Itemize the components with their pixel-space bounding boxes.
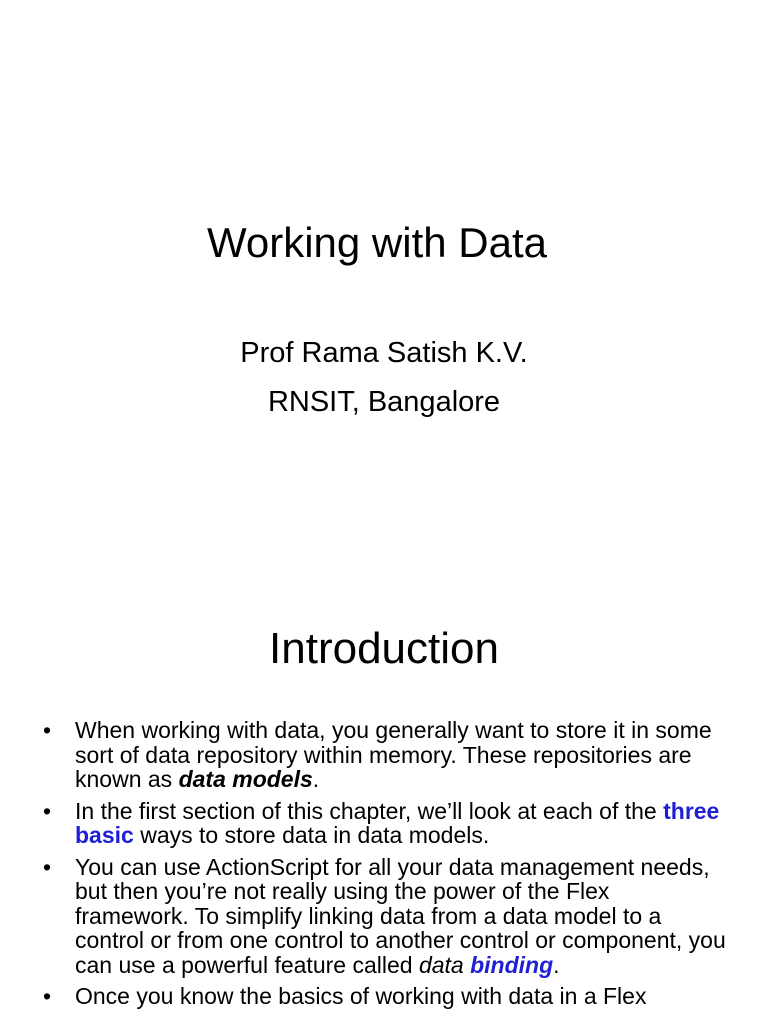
bullet-text-end: .	[312, 766, 320, 792]
slide-title: Working with Data	[206, 219, 548, 266]
italic-text: data	[418, 951, 464, 978]
bullet-icon: •	[43, 853, 52, 880]
bullet-item	[0, 984, 768, 1009]
introduction-heading: Introduction	[269, 624, 499, 673]
bullet-list	[0, 718, 768, 1016]
institute-name: RNSIT, Bangalore	[267, 386, 501, 418]
bullet-item	[0, 855, 768, 978]
bullet-icon: •	[43, 797, 52, 824]
bullet-item	[0, 799, 768, 848]
emphasis-text: data models	[178, 766, 313, 792]
bullet-text-end: ways to store data in data models.	[133, 822, 490, 848]
bullet-icon: •	[43, 717, 52, 743]
bullet-text-end: .	[553, 951, 560, 978]
highlight-text: binding	[470, 951, 554, 978]
bullet-icon: •	[43, 983, 52, 1009]
bullet-item	[0, 718, 768, 792]
bullet-text: You can use ActionScript for all your data management needs, but then you’re not really using the power of the Flex framework. To simplify linking data from a data model to a control or from one control to another control or component, you can use a powerful feature called	[75, 853, 726, 978]
bullet-text: Once you know the basics of working with data in a Flex	[75, 983, 647, 1009]
highlight-text: three basic	[75, 797, 720, 848]
bullet-text: When working with data, you generally want to store it in some sort of data repository within memory. These repositories are known as	[75, 717, 712, 792]
bullet-text: In the first section of this chapter, we’ll look at each of the	[75, 797, 664, 824]
author-name: Prof Rama Satish K.V.	[240, 337, 528, 369]
